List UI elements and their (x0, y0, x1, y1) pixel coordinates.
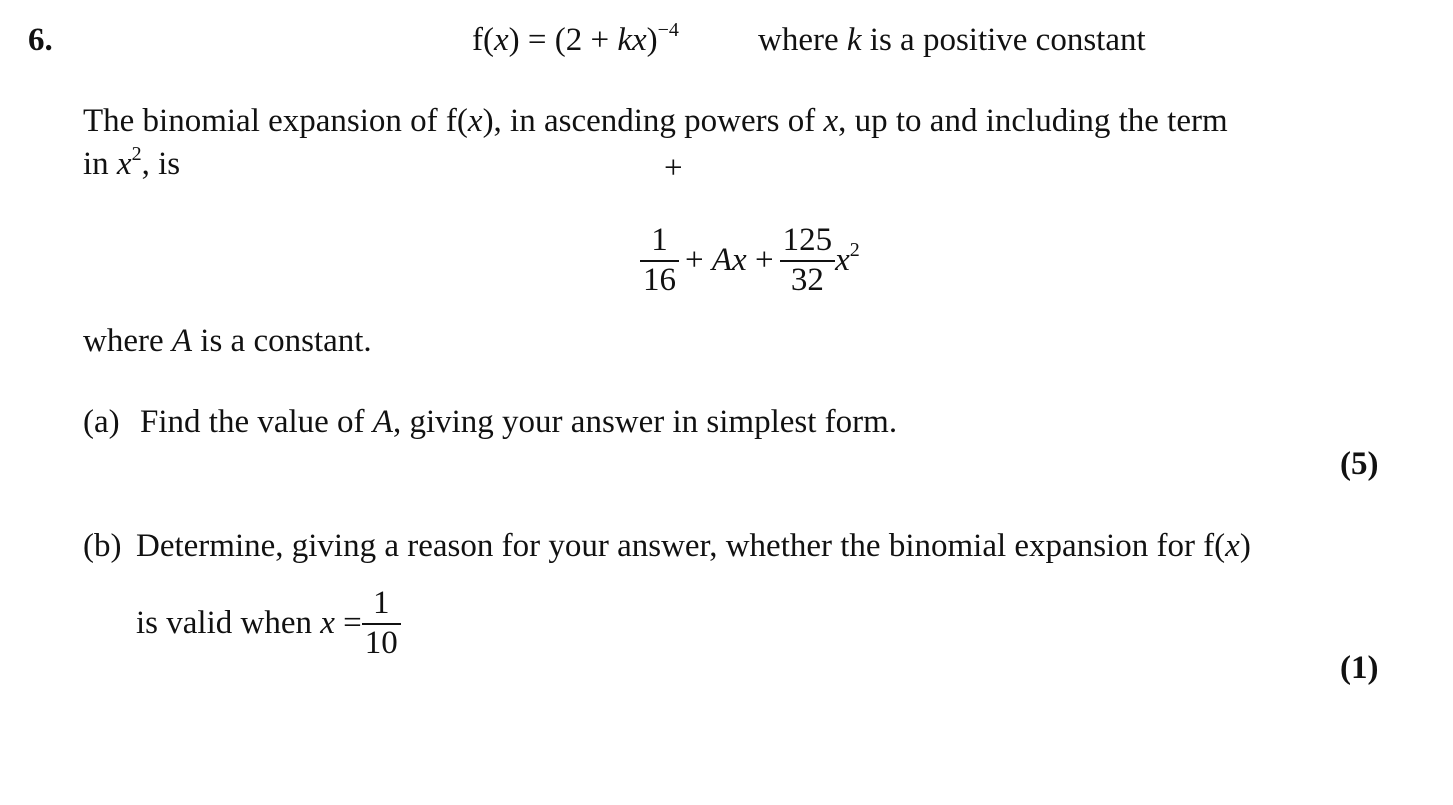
intro-text-post: , up to and including the term (838, 103, 1228, 139)
stray-plus-sign: + (664, 150, 683, 186)
function-definition (472, 19, 679, 58)
validity-text (136, 607, 362, 640)
fx-close: ) (646, 22, 658, 58)
part-a-marks: (5) (1340, 446, 1379, 482)
plus-sign: + (746, 242, 774, 279)
part-b-line-2 (136, 585, 401, 663)
expansion-formula (640, 222, 860, 300)
fraction-1-10 (362, 585, 401, 663)
k-condition-pre: where (758, 22, 847, 58)
question-number: 6. (28, 22, 53, 58)
part-a-label: (a) (83, 404, 120, 440)
equals-sign: = (334, 605, 362, 642)
fraction-1-16 (640, 222, 679, 300)
constant-A: A (372, 404, 393, 440)
fraction-numerator: 1 (651, 222, 668, 258)
part-b-text: is valid when (136, 605, 321, 642)
intro-text-post: , is (141, 146, 181, 182)
constant-A: A (711, 242, 733, 279)
where-text: where (83, 323, 172, 359)
k-condition-post: is a positive constant (861, 22, 1146, 58)
fx-k: k (617, 22, 632, 58)
part-b-label: (b) (83, 528, 122, 564)
plus-sign: + (685, 242, 712, 279)
intro-text: The binomial expansion of f( (83, 103, 468, 139)
variable-x: x (320, 605, 335, 642)
constant-A: A (171, 323, 193, 359)
intro-text-mid: ), in ascending powers of (482, 103, 824, 139)
where-text-post: is a constant. (192, 323, 372, 359)
fx-var: x (493, 22, 509, 58)
fraction-denominator: 10 (364, 624, 398, 661)
intro-x: x (467, 103, 483, 139)
fraction-denominator: 16 (643, 261, 676, 298)
k-condition-k: k (846, 22, 862, 58)
intro-exponent: 2 (131, 143, 142, 165)
k-condition (758, 24, 1146, 57)
variable-x: x (835, 242, 850, 279)
where-A-line (83, 325, 372, 358)
part-a-text (140, 406, 897, 439)
variable-x: x (732, 242, 747, 279)
intro-x: x (823, 103, 839, 139)
expansion-x-squared (835, 239, 860, 279)
fraction-125-32 (780, 222, 836, 300)
intro-text: in (83, 146, 117, 182)
fraction-numerator: 125 (782, 222, 833, 258)
part-b-text: Determine, giving a reason for your answer, whether the binomial expansion for f( (136, 528, 1226, 564)
expansion-middle (685, 244, 774, 277)
fx-x: x (632, 22, 647, 58)
part-a-post: , giving your answer in simplest form. (392, 404, 898, 440)
part-a-pre: Find the value of (140, 404, 373, 440)
intro-x: x (116, 146, 132, 182)
fraction-denominator: 32 (790, 261, 824, 298)
fx-exponent: −4 (657, 19, 679, 41)
fx-mid: ) = (2 + (508, 22, 618, 58)
exponent: 2 (849, 239, 860, 262)
part-b-marks: (1) (1340, 650, 1379, 686)
part-b-line-1 (136, 530, 1251, 563)
variable-x: x (1225, 528, 1240, 564)
fx-lhs: f( (472, 22, 494, 58)
intro-line-2 (83, 143, 181, 182)
intro-line-1 (83, 105, 1228, 138)
fraction-numerator: 1 (373, 585, 390, 621)
part-b-text-post: ) (1239, 528, 1251, 564)
